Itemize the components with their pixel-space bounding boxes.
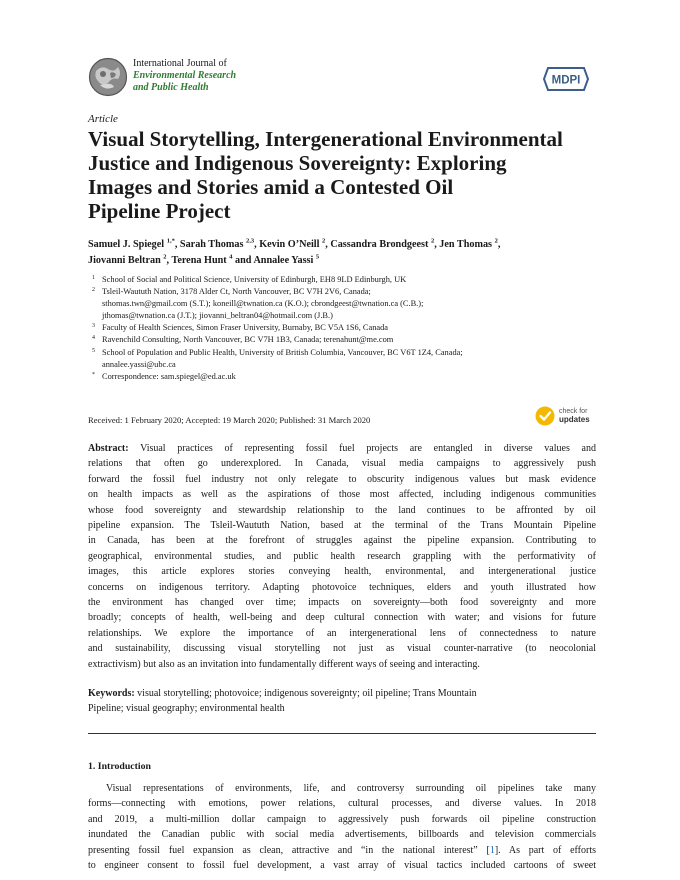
abstract-line: and sustainability, discussing visual storytelling not just as visual counter-narrative (to neocolonial	[88, 643, 596, 655]
author-sep: ,	[434, 239, 440, 250]
journal-globe-icon	[88, 57, 128, 97]
body-line: and 2019, a multi-million dollar campaign to aggressively push forwards oil pipeline construction	[88, 813, 596, 825]
body-text: presenting fossil fuel expansion as clean, attractive and “in the national interest” [	[88, 844, 490, 856]
affiliation-item	[88, 334, 598, 346]
section-heading: 1. Introduction	[88, 761, 151, 772]
abstract-label: Abstract:	[88, 443, 129, 454]
journal-name-line3: and Public Health	[133, 82, 209, 93]
abstract-line: whose food sovereignty and stewardship relationship to the land continues to be affronted by oil	[88, 504, 596, 516]
abstract-line: concerns on indigenous territory. Adapting photovoice techniques, elders and youth illustrated how	[88, 581, 596, 593]
title-line: Images and Stories amid a Contested Oil	[88, 175, 454, 199]
journal-name-line2: Environmental Research	[133, 70, 237, 81]
title-line: Pipeline Project	[88, 199, 231, 223]
abstract-line: pipeline expansion. The Tsleil-Waututh Nation, based at the terminal of the Trans Mountain Pipeline	[88, 520, 596, 532]
author-affil-sup: 5	[315, 253, 320, 261]
affiliation-number: 4	[92, 335, 95, 342]
citation-link[interactable]: 1	[489, 844, 495, 856]
author-sep: ,	[254, 239, 260, 250]
publication-dates: Received: 1 February 2020; Accepted: 19 March 2020; Published: 31 March 2020	[88, 415, 371, 425]
author-line	[88, 237, 598, 253]
author-affil-sup: 1,*	[166, 237, 175, 245]
body-line: inundated the Canadian public with social media advertisements, billboards and television commercials	[88, 829, 596, 841]
affiliation-text: School of Population and Public Health, University of British Columbia, Vancouver, BC V6T 1Z4, Canada;	[102, 347, 463, 357]
correspondence-text[interactable]: Correspondence: sam.spiegel@ed.ac.uk	[102, 371, 236, 381]
author-sep: ,	[174, 239, 180, 250]
keywords-line: Pipeline; visual geography; environmental health	[88, 703, 285, 715]
affiliation-number: 5	[92, 347, 95, 354]
abstract-text: Visual practices of representing fossil fuel projects are entangled in diverse values and	[140, 443, 596, 454]
body-text: ]. As part of efforts	[494, 844, 597, 856]
publisher-name: MDPI	[551, 74, 581, 87]
author-affil-sup: 2	[163, 253, 167, 261]
affiliation-text[interactable]: annalee.yassi@ubc.ca	[102, 359, 176, 369]
author-affil-sup: 2	[494, 237, 498, 245]
abstract-line: geographical, environmental studies, and public health research grappling with the performativity of	[88, 550, 596, 562]
affiliation-text: Faculty of Health Sciences, Simon Fraser University, Burnaby, BC V5A 1S6, Canada	[102, 323, 389, 333]
abstract-line	[88, 441, 596, 456]
author-sep: ,	[166, 255, 172, 266]
abstract-line: in Canada, has been at the forefront of struggles against the pipeline expansion. Contributing to	[88, 535, 596, 547]
title-line: Justice and Indigenous Sovereignty: Exploring	[88, 151, 507, 175]
abstract-line: on health impacts as well as the aspirations of those most affected, including indigenous communities	[88, 489, 596, 501]
body-line: forms—connecting with emotions, power relations, cultural processes, and diverse values. In 2018	[88, 798, 596, 810]
journal-name-line1: International Journal of	[133, 58, 227, 69]
publisher-logo	[542, 66, 590, 92]
affiliation-text: Tsleil-Waututh Nation, 3178 Alder Ct, North Vancouver, BC V7H 2V6, Canada;	[102, 287, 371, 297]
title-line: Visual Storytelling, Intergenerational Environmental	[88, 127, 563, 151]
check-for-updates-button[interactable]	[535, 404, 595, 428]
author-affil-sup: 2,3	[245, 237, 255, 245]
body-line: Visual representations of environments, life, and controversy surrounding oil pipelines take many	[106, 783, 596, 794]
author-name[interactable]: Terena Hunt	[171, 255, 227, 266]
author-sep: ,	[325, 239, 331, 250]
abstract	[88, 441, 596, 672]
author-name[interactable]: Samuel J. Spiegel	[88, 239, 165, 250]
affiliation-item	[88, 286, 598, 298]
affiliation-text[interactable]: jthomas@twnation.ca (J.T.); jiovanni_beltran04@hotmail.com (J.B.)	[102, 311, 333, 321]
keywords-line	[88, 686, 596, 701]
affiliation-text: School of Social and Political Science, University of Edinburgh, EH8 9LD Edinburgh, UK	[102, 275, 407, 284]
check-updates-line2: updates	[559, 415, 590, 424]
author-affil-sup: 4	[229, 253, 233, 261]
keywords-text: visual storytelling; photovoice; indigenous sovereignty; oil pipeline; Trans Mountain	[137, 688, 477, 699]
author-name[interactable]: Annalee Yassi	[253, 255, 314, 266]
affiliation-item	[88, 274, 598, 286]
author-sep: ,	[497, 239, 501, 250]
affiliation-number: 1	[92, 275, 95, 281]
author-sep: and	[232, 255, 254, 266]
section-body	[88, 781, 596, 873]
abstract-line: broadly; concepts of health, well-being and deep cultural connection with water; and visions for future	[88, 612, 596, 624]
author-name[interactable]: Kevin O’Neill	[259, 239, 320, 250]
affiliation-item	[88, 298, 598, 310]
affiliation-list	[88, 274, 598, 383]
author-name[interactable]: Jiovanni Beltran	[88, 255, 161, 266]
author-list	[88, 237, 598, 269]
affiliation-text[interactable]: sthomas.twn@gmail.com (S.T.); koneill@twnation.ca (K.O.); cbrondgeest@twnation.ca (C.B.);	[102, 299, 424, 309]
page-title	[88, 127, 608, 223]
author-line	[88, 253, 598, 269]
check-updates-icon	[535, 404, 557, 428]
body-line	[88, 843, 596, 858]
abstract-line: the environment has changed over time; impacts on sovereignty—both food sovereignty and more	[88, 597, 596, 609]
body-line: to engineer consent to fossil fuel development, a vast array of visual tactics included cartoons of sweet	[88, 860, 596, 872]
keywords	[88, 686, 596, 717]
affiliation-item	[88, 322, 598, 334]
affiliation-item	[88, 347, 598, 359]
section-divider	[88, 733, 596, 734]
affiliation-item	[88, 310, 598, 322]
affiliation-item	[88, 359, 598, 371]
affiliation-number: 3	[92, 323, 95, 330]
abstract-line: relationships. We explore the importance of an intergenerational lens of connectedness to nature	[88, 627, 596, 639]
abstract-line: images, this article explores stories conveying health, environmental, and intergenerational justice	[88, 566, 596, 578]
check-updates-line1: check for	[559, 408, 588, 415]
affiliation-number: 2	[92, 287, 95, 294]
author-name[interactable]: Jen Thomas	[439, 239, 493, 250]
author-affil-sup: 2	[322, 237, 326, 245]
journal-name	[133, 58, 236, 94]
abstract-line: forward the fossil fuel industry not only relegate to obscurity indigenous values but mask evidence	[88, 473, 596, 485]
abstract-line: extractivism) but also as an invitation into fundamentally different ways of seeing and interacting.	[88, 658, 480, 670]
abstract-line: relations that often go underexplored. In Canada, visual media campaigns to aggressively push	[88, 458, 596, 470]
check-updates-label	[559, 408, 590, 425]
affiliation-number: *	[92, 371, 95, 378]
author-affil-sup: 2	[430, 237, 435, 245]
affiliation-item	[88, 371, 598, 383]
article-type: Article	[88, 113, 118, 125]
keywords-label: Keywords:	[88, 688, 135, 699]
affiliation-text[interactable]: Ravenchild Consulting, North Vancouver, BC V7H 1B3, Canada; terenahunt@me.com	[102, 335, 394, 345]
author-name[interactable]: Cassandra Brondgeest	[330, 239, 429, 250]
author-name[interactable]: Sarah Thomas	[179, 239, 244, 250]
